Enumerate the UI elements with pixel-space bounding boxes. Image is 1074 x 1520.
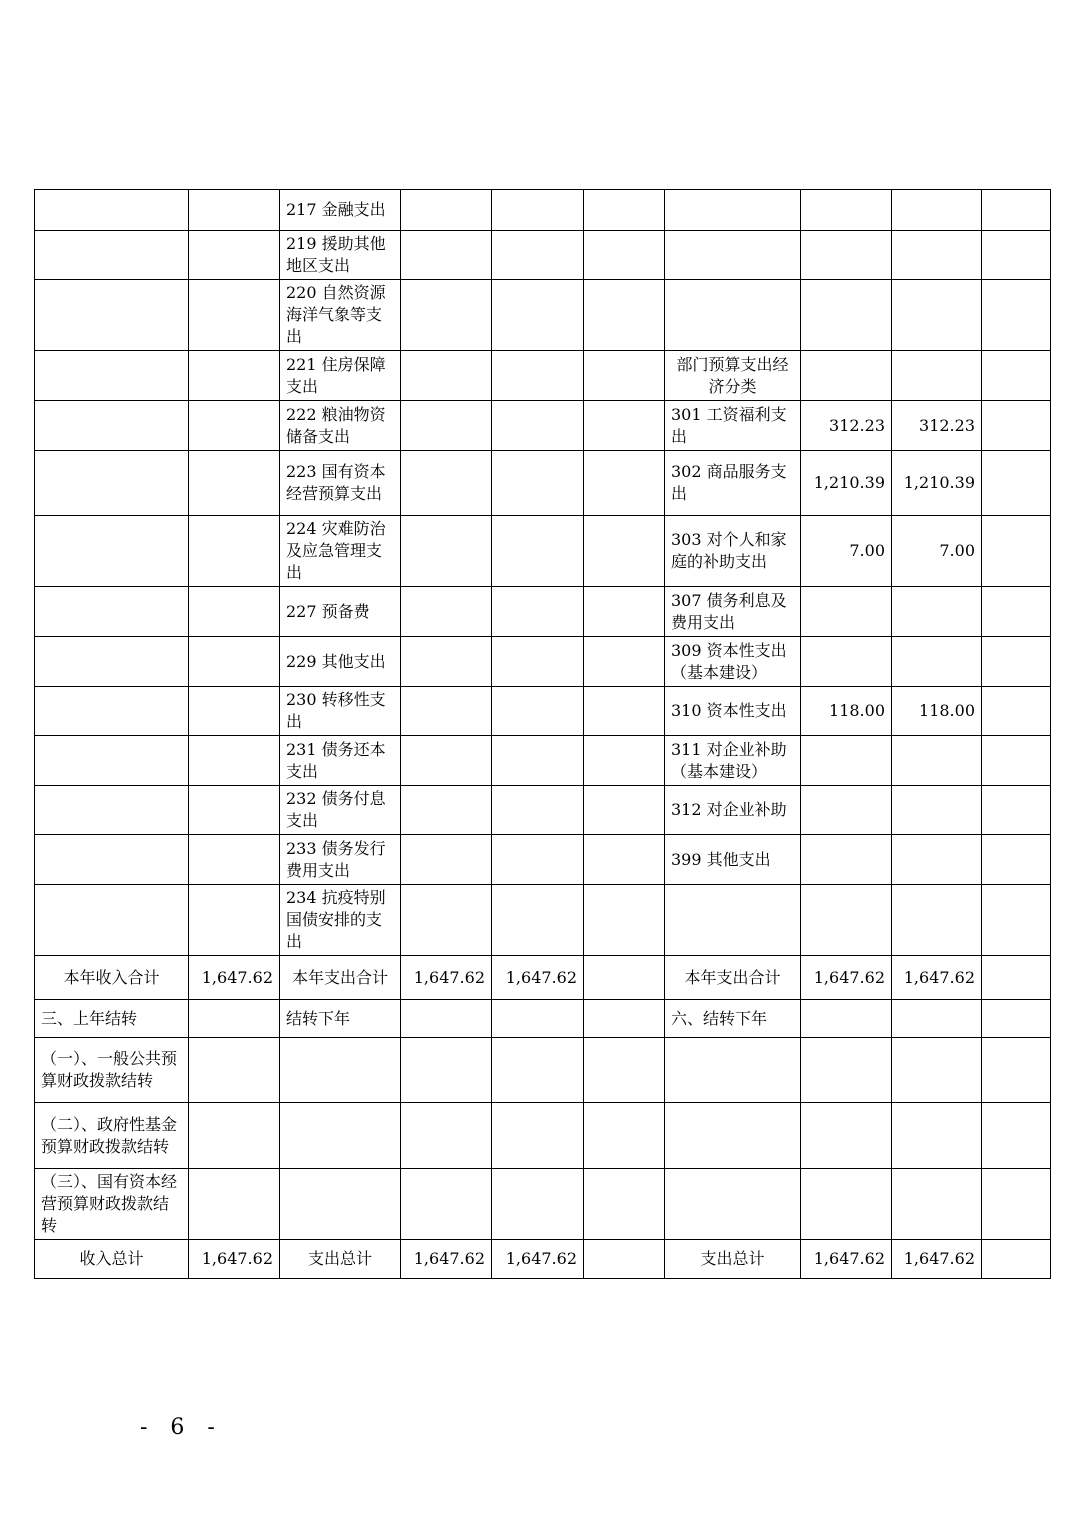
table-cell (35, 451, 189, 516)
table-row (35, 1038, 1051, 1103)
table-cell (982, 280, 1051, 351)
budget-table (34, 189, 1051, 1279)
table-cell (584, 1169, 665, 1240)
table-cell (584, 1103, 665, 1169)
table-cell (892, 280, 982, 351)
economic-class-cell: 399 其他支出 (665, 835, 801, 885)
table-cell (665, 1169, 801, 1240)
table-cell (584, 351, 665, 401)
table-cell (584, 1240, 665, 1279)
row-label: （二）、政府性基金预算财政拨款结转 (35, 1103, 189, 1169)
table-cell (189, 451, 280, 516)
grand-total-row (35, 1240, 1051, 1279)
table-cell (401, 687, 492, 736)
economic-class-cell: 307 债务利息及费用支出 (665, 587, 801, 637)
table-cell (401, 786, 492, 835)
economic-class-cell: 310 资本性支出 (665, 687, 801, 736)
table-row (35, 1000, 1051, 1038)
expense-item-cell: 232 债务付息支出 (280, 786, 401, 835)
table-cell (189, 637, 280, 687)
table-cell (492, 786, 584, 835)
table-cell (584, 1000, 665, 1038)
amount-cell: 1,647.62 (401, 956, 492, 1000)
table-row (35, 587, 1051, 637)
table-cell (189, 736, 280, 786)
expense-item-cell: 231 债务还本支出 (280, 736, 401, 786)
annual-total-row (35, 956, 1051, 1000)
table-cell (35, 687, 189, 736)
table-row (35, 1169, 1051, 1240)
row-label: 三、上年结转 (35, 1000, 189, 1038)
table-row (35, 786, 1051, 835)
table-cell (401, 1103, 492, 1169)
economic-class-cell: 302 商品服务支出 (665, 451, 801, 516)
table-cell (492, 1103, 584, 1169)
table-cell (982, 351, 1051, 401)
table-row (35, 190, 1051, 231)
table-cell (982, 1103, 1051, 1169)
table-cell (584, 835, 665, 885)
table-cell (35, 835, 189, 885)
table-cell (492, 516, 584, 587)
row-label: 本年收入合计 (35, 956, 189, 1000)
table-row (35, 401, 1051, 451)
row-label: 支出总计 (280, 1240, 401, 1279)
economic-class-cell: 312 对企业补助 (665, 786, 801, 835)
table-cell (492, 736, 584, 786)
table-cell (492, 885, 584, 956)
expense-item-cell: 221 住房保障支出 (280, 351, 401, 401)
table-row (35, 231, 1051, 280)
table-cell (584, 637, 665, 687)
table-cell (492, 231, 584, 280)
table-cell (401, 451, 492, 516)
amount-cell: 1,647.62 (892, 1240, 982, 1279)
expense-item-cell: 223 国有资本经营预算支出 (280, 451, 401, 516)
table-cell (584, 231, 665, 280)
row-label: 六、结转下年 (665, 1000, 801, 1038)
table-cell (892, 351, 982, 401)
table-cell (982, 1038, 1051, 1103)
table-cell (189, 280, 280, 351)
table-cell (492, 451, 584, 516)
amount-cell: 1,647.62 (189, 956, 280, 1000)
table-cell (584, 786, 665, 835)
table-cell (401, 190, 492, 231)
table-cell (189, 1038, 280, 1103)
table-row (35, 351, 1051, 401)
table-cell (492, 637, 584, 687)
table-cell (801, 1169, 892, 1240)
table-cell (584, 401, 665, 451)
row-label: （三）、国有资本经营预算财政拨款结转 (35, 1169, 189, 1240)
amount-cell: 1,647.62 (492, 1240, 584, 1279)
table-cell (189, 516, 280, 587)
table-cell (892, 1103, 982, 1169)
table-cell (401, 885, 492, 956)
table-cell (892, 190, 982, 231)
economic-class-cell (665, 280, 801, 351)
table-cell (801, 280, 892, 351)
economic-class-header: 部门预算支出经济分类 (665, 351, 801, 401)
row-label: 本年支出合计 (665, 956, 801, 1000)
table-cell (801, 637, 892, 687)
amount-cell: 1,647.62 (892, 956, 982, 1000)
amount-cell: 312.23 (801, 401, 892, 451)
table-cell (801, 835, 892, 885)
table-cell (982, 401, 1051, 451)
amount-cell: 1,210.39 (892, 451, 982, 516)
table-cell (982, 516, 1051, 587)
table-cell (492, 280, 584, 351)
table-cell (401, 1038, 492, 1103)
expense-item-cell: 227 预备费 (280, 587, 401, 637)
economic-class-cell: 311 对企业补助（基本建设） (665, 736, 801, 786)
table-cell (665, 1038, 801, 1103)
economic-class-cell (665, 231, 801, 280)
table-cell (280, 1103, 401, 1169)
table-cell (35, 885, 189, 956)
table-cell (801, 231, 892, 280)
table-cell (892, 637, 982, 687)
table-cell (401, 835, 492, 885)
table-cell (665, 1103, 801, 1169)
table-cell (982, 736, 1051, 786)
table-row (35, 885, 1051, 956)
table-cell (892, 736, 982, 786)
table-cell (801, 351, 892, 401)
table-cell (801, 1038, 892, 1103)
table-cell (492, 190, 584, 231)
table-cell (982, 835, 1051, 885)
table-cell (401, 280, 492, 351)
table-cell (492, 401, 584, 451)
table-cell (892, 1038, 982, 1103)
table-cell (401, 401, 492, 451)
table-cell (35, 736, 189, 786)
table-cell (492, 1038, 584, 1103)
table-cell (982, 687, 1051, 736)
table-cell (189, 835, 280, 885)
table-cell (492, 1000, 584, 1038)
expense-item-cell: 234 抗疫特别国债安排的支出 (280, 885, 401, 956)
table-cell (401, 587, 492, 637)
table-cell (35, 516, 189, 587)
table-cell (35, 280, 189, 351)
table-cell (801, 190, 892, 231)
amount-cell: 1,647.62 (801, 1240, 892, 1279)
table-cell (35, 587, 189, 637)
table-cell (401, 351, 492, 401)
table-cell (982, 451, 1051, 516)
table-cell (492, 1169, 584, 1240)
expense-item-cell: 220 自然资源海洋气象等支出 (280, 280, 401, 351)
amount-cell: 1,647.62 (492, 956, 584, 1000)
table-cell (982, 956, 1051, 1000)
table-cell (892, 786, 982, 835)
table-cell (35, 401, 189, 451)
table-cell (492, 587, 584, 637)
table-cell (401, 637, 492, 687)
table-cell (584, 516, 665, 587)
table-cell (189, 231, 280, 280)
amount-cell: 118.00 (892, 687, 982, 736)
table-cell (892, 587, 982, 637)
table-row (35, 451, 1051, 516)
table-cell (982, 190, 1051, 231)
table-cell (189, 351, 280, 401)
table-cell (801, 736, 892, 786)
amount-cell: 1,647.62 (401, 1240, 492, 1279)
row-label: （一）、一般公共预算财政拨款结转 (35, 1038, 189, 1103)
amount-cell: 1,210.39 (801, 451, 892, 516)
expense-item-cell: 229 其他支出 (280, 637, 401, 687)
table-cell (584, 451, 665, 516)
table-cell (584, 587, 665, 637)
table-cell (584, 687, 665, 736)
table-cell (189, 786, 280, 835)
row-label: 支出总计 (665, 1240, 801, 1279)
economic-class-cell (665, 885, 801, 956)
table-cell (189, 190, 280, 231)
table-cell (801, 587, 892, 637)
table-cell (892, 1000, 982, 1038)
table-cell (982, 637, 1051, 687)
table-cell (801, 885, 892, 956)
table-cell (280, 1169, 401, 1240)
table-row (35, 736, 1051, 786)
table-cell (584, 280, 665, 351)
economic-class-cell: 301 工资福利支出 (665, 401, 801, 451)
table-cell (982, 885, 1051, 956)
table-cell (801, 1000, 892, 1038)
table-cell (892, 1169, 982, 1240)
table-cell (492, 351, 584, 401)
row-label: 本年支出合计 (280, 956, 401, 1000)
table-cell (35, 231, 189, 280)
table-cell (401, 1000, 492, 1038)
table-row (35, 516, 1051, 587)
table-cell (982, 1240, 1051, 1279)
table-cell (35, 190, 189, 231)
economic-class-cell: 309 资本性支出（基本建设） (665, 637, 801, 687)
table-cell (492, 835, 584, 885)
table-cell (189, 1169, 280, 1240)
table-cell (189, 885, 280, 956)
table-cell (189, 687, 280, 736)
row-label: 结转下年 (280, 1000, 401, 1038)
table-cell (189, 1103, 280, 1169)
economic-class-cell: 303 对个人和家庭的补助支出 (665, 516, 801, 587)
table-cell (892, 231, 982, 280)
table-cell (35, 637, 189, 687)
table-row (35, 835, 1051, 885)
table-cell (584, 190, 665, 231)
expense-item-cell: 230 转移性支出 (280, 687, 401, 736)
expense-item-cell: 222 粮油物资储备支出 (280, 401, 401, 451)
table-cell (892, 835, 982, 885)
row-label: 收入总计 (35, 1240, 189, 1279)
expense-item-cell: 217 金融支出 (280, 190, 401, 231)
table-cell (401, 736, 492, 786)
page-number: - 6 - (140, 1415, 223, 1440)
expense-item-cell: 224 灾难防治及应急管理支出 (280, 516, 401, 587)
economic-class-cell (665, 190, 801, 231)
table-cell (401, 1169, 492, 1240)
table-cell (401, 516, 492, 587)
table-cell (35, 351, 189, 401)
table-cell (189, 587, 280, 637)
table-cell (189, 401, 280, 451)
table-cell (982, 1169, 1051, 1240)
table-cell (801, 1103, 892, 1169)
amount-cell: 7.00 (801, 516, 892, 587)
amount-cell: 312.23 (892, 401, 982, 451)
table-cell (492, 687, 584, 736)
table-cell (584, 956, 665, 1000)
table-cell (982, 1000, 1051, 1038)
table-cell (401, 231, 492, 280)
table-row (35, 687, 1051, 736)
amount-cell: 1,647.62 (189, 1240, 280, 1279)
table-cell (892, 885, 982, 956)
table-cell (584, 885, 665, 956)
amount-cell: 7.00 (892, 516, 982, 587)
table-cell (584, 736, 665, 786)
table-cell (982, 231, 1051, 280)
table-cell (584, 1038, 665, 1103)
expense-item-cell: 219 援助其他地区支出 (280, 231, 401, 280)
amount-cell: 1,647.62 (801, 956, 892, 1000)
table-cell (189, 1000, 280, 1038)
expense-item-cell: 233 债务发行费用支出 (280, 835, 401, 885)
table-row (35, 637, 1051, 687)
table-cell (982, 587, 1051, 637)
table-cell (801, 786, 892, 835)
table-cell (982, 786, 1051, 835)
table-row (35, 1103, 1051, 1169)
table-row (35, 280, 1051, 351)
table-cell (280, 1038, 401, 1103)
table-cell (35, 786, 189, 835)
amount-cell: 118.00 (801, 687, 892, 736)
